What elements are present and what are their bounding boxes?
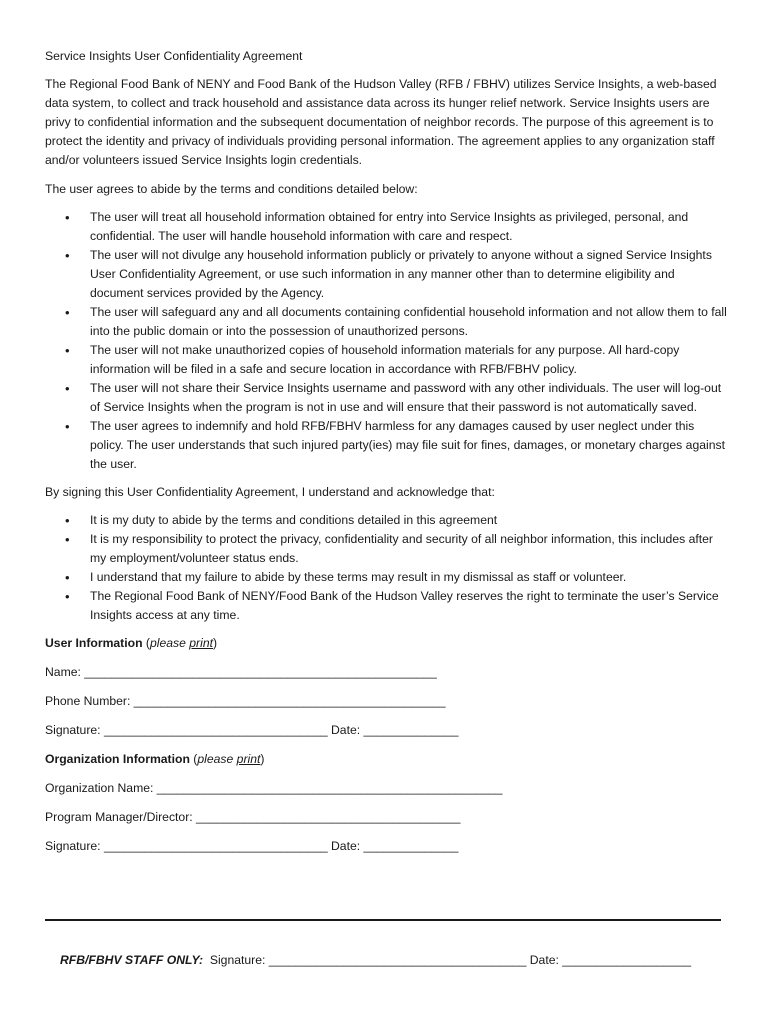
acknowledgement-list [45, 511, 727, 625]
staff-only-signature-field[interactable] [60, 951, 691, 970]
paren: ( [189, 752, 198, 766]
organization-name-field[interactable]: Organization Name: ___________________________________________________ [45, 781, 503, 795]
intro-paragraph: The Regional Food Bank of NENY and Food Bank of the Hudson Valley (RFB / FBHV) utilizes Service Insights, a web-based data system, to collect and track household and assistance data across its hunger relief network. Service Insights users are privy to confidential information and the subsequent documentation of neighbor records. The purpose of this agreement is to protect the identity and privacy of individuals providing personal information. The agreement applies to any organization staff and/or volunteers issued Service Insights login credentials. [45, 77, 717, 167]
program-manager-field[interactable]: Program Manager/Director: _______________________________________ [45, 810, 461, 824]
bullet-icon: • [65, 419, 70, 434]
section-title: Organization Information [45, 752, 190, 766]
document-title: Service Insights User Confidentiality Agreement [45, 49, 303, 63]
list-item [45, 511, 727, 530]
terms-lead: The user agrees to abide by the terms and conditions detailed below: [45, 182, 418, 196]
user-information-heading [45, 634, 727, 653]
term-text: The user agrees to indemnify and hold RFB/FBHV harmless for any damages caused by user neglect under this policy. The user understands that such injured party(ies) may file suit for fines, damages, or monetary charges against the user. [90, 419, 725, 471]
list-item [45, 246, 727, 303]
list-item [45, 587, 727, 625]
acknowledgement-text: The Regional Food Bank of NENY/Food Bank of the Hudson Valley reserves the right to terminate the user’s Service Insights access at any time. [90, 589, 719, 622]
list-item [45, 208, 727, 246]
list-item [45, 568, 727, 587]
staff-signature-line: Signature: ______________________________________ Date: ___________________ [203, 953, 692, 967]
list-item [45, 417, 727, 474]
section-title: User Information [45, 636, 143, 650]
bullet-icon: • [65, 513, 70, 528]
staff-only-label: RFB/FBHV STAFF ONLY: [60, 953, 204, 967]
organization-signature-field[interactable]: Signature: _________________________________ Date: ______________ [45, 839, 459, 853]
term-text: The user will not divulge any household information publicly or privately to anyone without a signed Service Insights User Confidentiality Agreement, or use such information in any manner other than to determine eligibility and document services provided by the Agency. [90, 248, 712, 300]
list-item [45, 341, 727, 379]
agreement-document [45, 47, 727, 866]
paren: ) [260, 752, 265, 766]
term-text: The user will treat all household information obtained for entry into Service Insights as privileged, personal, and confidential. The user will handle household information with care and respect. [90, 210, 689, 243]
list-item [45, 530, 727, 568]
bullet-icon: • [65, 532, 70, 547]
note-underlined: print [189, 636, 213, 650]
print-note [197, 752, 260, 766]
bullet-icon: • [65, 305, 70, 320]
user-signature-field[interactable]: Signature: _________________________________ Date: ______________ [45, 723, 459, 737]
note-text: please [149, 636, 186, 650]
acknowledgement-lead: By signing this User Confidentiality Agreement, I understand and acknowledge that: [45, 485, 495, 499]
name-field[interactable]: Name: ____________________________________________________ [45, 665, 437, 679]
bullet-icon: • [65, 343, 70, 358]
bullet-icon: • [65, 210, 70, 225]
paren: ) [213, 636, 218, 650]
paren: ( [142, 636, 150, 650]
term-text: The user will not share their Service Insights username and password with any other individuals. The user will log-out of Service Insights when the program is not in use and will ensure that their password is not automatically saved. [90, 381, 722, 414]
list-item [45, 303, 727, 341]
term-text: The user will not make unauthorized copies of household information materials for any purpose. All hard-copy information will be filed in a safe and secure location in accordance with RFB/FBHV policy. [90, 343, 680, 376]
divider [45, 919, 721, 921]
bullet-icon: • [65, 589, 70, 604]
note-underlined: print [236, 752, 261, 766]
list-item [45, 379, 727, 417]
organization-information-heading [45, 750, 727, 769]
print-note [150, 636, 213, 650]
bullet-icon: • [65, 381, 70, 396]
bullet-icon: • [65, 248, 70, 263]
acknowledgement-text: It is my duty to abide by the terms and conditions detailed in this agreement [90, 513, 498, 527]
acknowledgement-text: I understand that my failure to abide by these terms may result in my dismissal as staff or volunteer. [90, 570, 627, 584]
term-text: The user will safeguard any and all documents containing confidential household information and not allow them to fall into the public domain or into the possession of unauthorized persons. [90, 305, 727, 338]
note-text: please [197, 752, 234, 766]
bullet-icon: • [65, 570, 70, 585]
acknowledgement-text: It is my responsibility to protect the privacy, confidentiality and security of all neighbor information, this includes after my employment/volunteer status ends. [90, 532, 713, 565]
terms-list [45, 208, 727, 474]
phone-number-field[interactable]: Phone Number: ______________________________________________ [45, 694, 446, 708]
